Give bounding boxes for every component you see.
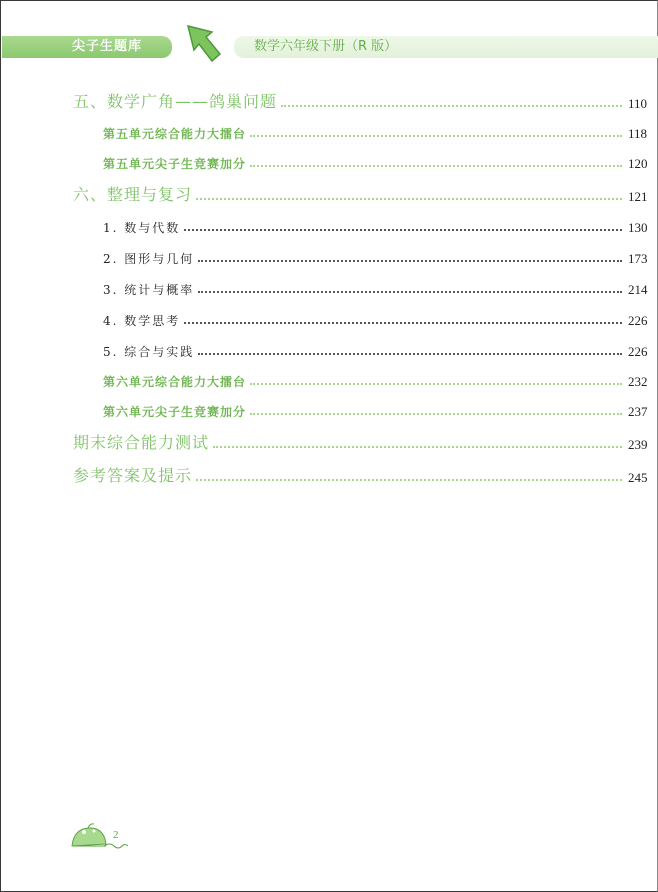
- toc-entry[interactable]: [0, 243, 658, 267]
- toc-leader: [250, 413, 622, 415]
- toc-entry-label: 5. 综合与实践: [103, 345, 195, 359]
- toc-entry[interactable]: [0, 366, 658, 390]
- toc-entry[interactable]: [0, 462, 658, 486]
- toc-entry[interactable]: [0, 396, 658, 420]
- toc-entry-label: 3. 统计与概率: [103, 283, 195, 297]
- toc-entry-label: 期末综合能力测试: [73, 433, 210, 452]
- toc-entry[interactable]: [0, 181, 658, 205]
- toc-page-number: 121: [628, 189, 648, 204]
- toc-leader: [184, 229, 622, 231]
- arrow-up-left-icon: [184, 24, 224, 64]
- toc-leader: [184, 322, 622, 324]
- toc-entry[interactable]: [0, 88, 658, 112]
- toc-page-number: 226: [628, 344, 648, 359]
- toc-page-number: 226: [628, 313, 648, 328]
- toc-page-number: 245: [628, 470, 648, 485]
- page-number: 2: [113, 829, 119, 841]
- toc-entry[interactable]: [0, 274, 658, 298]
- toc-page-number: 239: [628, 437, 648, 452]
- toc-entry-label: 第六单元综合能力大擂台: [103, 375, 247, 389]
- toc-entry-label: 4. 数学思考: [103, 314, 181, 328]
- toc-page-number: 120: [628, 156, 648, 171]
- subject-title: 数学六年级下册（R 版）: [254, 39, 398, 54]
- toc-leader: [250, 383, 622, 385]
- toc-leader: [250, 135, 622, 137]
- toc-entry[interactable]: [0, 212, 658, 236]
- toc-entry[interactable]: [0, 305, 658, 329]
- toc-leader: [281, 105, 622, 107]
- toc-entry-label: 1. 数与代数: [103, 221, 181, 235]
- toc-entry-label: 第五单元综合能力大擂台: [103, 127, 247, 141]
- toc-entry-label: 第五单元尖子生竞赛加分: [103, 157, 247, 171]
- toc-entry-label: 五、数学广角——鸽巢问题: [73, 92, 278, 111]
- toc-entry[interactable]: [0, 429, 658, 453]
- toc-leader: [198, 291, 622, 293]
- toc-page-number: 173: [628, 251, 648, 266]
- subject-tab: [234, 36, 658, 58]
- toc-entry[interactable]: [0, 118, 658, 142]
- toc-page-number: 237: [628, 404, 648, 419]
- toc-leader: [250, 165, 622, 167]
- toc-page-number: 214: [628, 282, 648, 297]
- toc-page-number: 130: [628, 220, 648, 235]
- brand-title: 尖子生题库: [72, 39, 143, 54]
- toc-leader: [198, 353, 622, 355]
- brand-tab: [2, 36, 172, 58]
- toc-entry[interactable]: [0, 148, 658, 172]
- toc-entry-label: 2. 图形与几何: [103, 252, 195, 266]
- toc-entry-label: 第六单元尖子生竞赛加分: [103, 405, 247, 419]
- toc-page-number: 232: [628, 374, 648, 389]
- toc-page-number: 118: [628, 126, 648, 141]
- toc-page-number: 110: [628, 96, 648, 111]
- toc-entry[interactable]: [0, 336, 658, 360]
- toc-leader: [196, 198, 622, 200]
- toc-leader: [198, 260, 622, 262]
- toc-entry-label: 六、整理与复习: [73, 185, 193, 204]
- toc-entry-label: 参考答案及提示: [73, 466, 193, 485]
- toc-leader: [213, 446, 622, 448]
- toc-leader: [196, 479, 622, 481]
- turtle-mascot-icon: [70, 822, 130, 852]
